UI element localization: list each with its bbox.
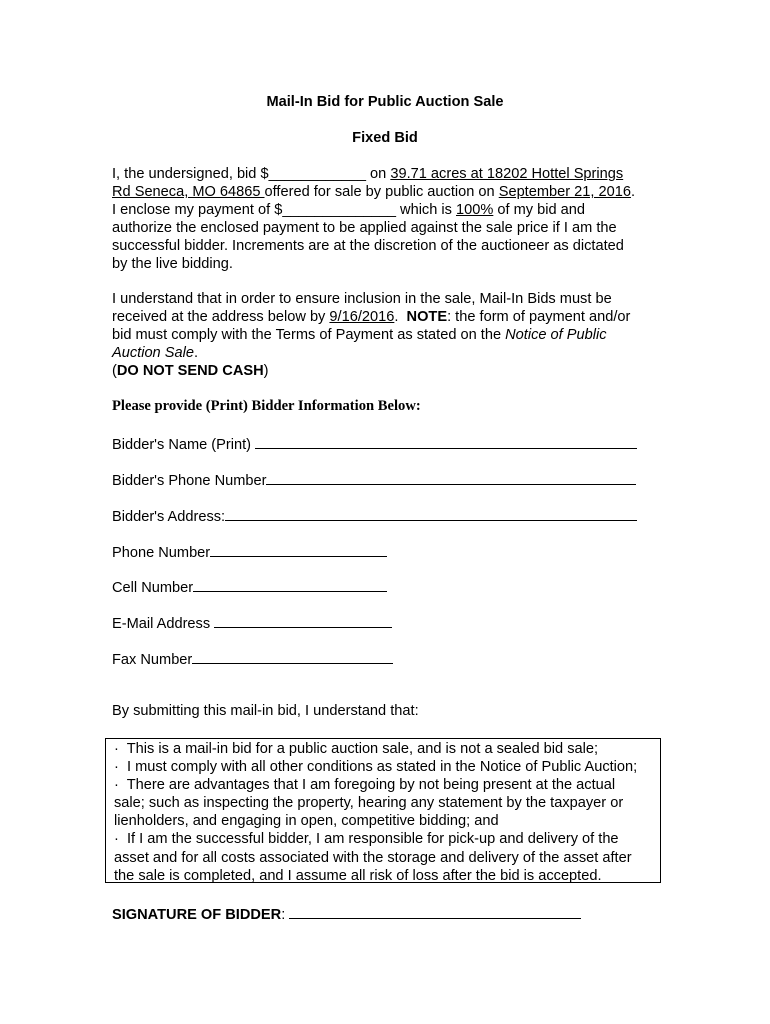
terms-line: asset and for all costs associated with the storage and delivery of the asset after — [114, 849, 632, 866]
bidder-name-row — [112, 434, 637, 453]
bid-text: on — [366, 166, 391, 182]
cell-number-field[interactable] — [193, 577, 387, 592]
notice-line-4 — [112, 344, 672, 362]
terms-line — [114, 758, 664, 776]
signature-label: SIGNATURE OF BIDDER — [112, 907, 282, 923]
terms-line: sale; such as inspecting the property, hearing any statement by the taxpayer or — [114, 795, 624, 812]
bid-paragraph — [112, 165, 672, 273]
cell-number-row — [112, 577, 387, 596]
terms-text: This is a mail-in bid for a public auction sale, and is not a sealed bid sale; — [118, 741, 599, 757]
property-description: Rd Seneca, MO 64865 — [112, 184, 265, 200]
notice-text: . — [394, 309, 407, 325]
bullet-icon: · — [114, 777, 119, 794]
notice-text: bid must comply with the Terms of Payment as stated on the — [112, 327, 506, 343]
fax-field[interactable] — [192, 649, 393, 664]
phone-number-row — [112, 542, 387, 561]
bid-text: of my bid and — [493, 202, 585, 218]
form-title: Mail-In Bid for Public Auction Sale — [266, 94, 504, 110]
bidder-address-field[interactable] — [225, 506, 637, 521]
auction-date: September 21, 2016 — [498, 184, 631, 200]
bidder-name-field[interactable] — [255, 434, 637, 449]
terms-line — [114, 830, 664, 848]
notice-text: : the form of payment and/or — [447, 309, 631, 325]
property-description: 39.71 acres at 18202 Hottel Springs — [390, 166, 624, 182]
bid-line-4: authorize the enclosed payment to be applied against the sale price if I am the — [112, 220, 617, 236]
bullet-icon: · — [114, 759, 119, 776]
notice-line-2 — [112, 308, 672, 326]
notice-text: received at the address below by — [112, 309, 330, 325]
bid-amount-blank[interactable]: ____________ — [268, 166, 366, 182]
bid-text: which is — [395, 202, 456, 218]
terms-text: If I am the successful bidder, I am responsible for pick-up and delivery of the — [118, 831, 619, 848]
signature-field[interactable] — [289, 904, 581, 919]
email-field[interactable] — [214, 613, 392, 628]
terms-text: I must comply with all other conditions as stated in the Notice of Public Auction; — [118, 759, 638, 776]
email-label: E-Mail Address — [112, 616, 215, 632]
bidder-address-label: Bidder's Address: — [112, 509, 226, 525]
bid-line-5: successful bidder. Increments are at the discretion of the auctioneer as dictated — [112, 238, 624, 254]
deadline-date: 9/16/2016 — [329, 309, 395, 325]
terms-list — [114, 740, 664, 885]
terms-line: the sale is completed, and I assume all risk of loss after the bid is accepted. — [114, 867, 602, 884]
note-label: NOTE — [406, 309, 448, 325]
terms-line: lienholders, and engaging in open, competitive bidding; and — [114, 813, 499, 830]
bid-line-2 — [112, 183, 672, 201]
notice-line-3 — [112, 326, 672, 344]
phone-number-label: Phone Number — [112, 545, 211, 561]
notice-line-1: I understand that in order to ensure inclusion in the sale, Mail-In Bids must be — [112, 291, 612, 307]
agreement-intro: By submitting this mail-in bid, I understand that: — [112, 703, 419, 719]
bid-line-1 — [112, 165, 672, 183]
phone-number-field[interactable] — [210, 542, 387, 557]
bullet-icon: · — [114, 741, 119, 757]
bid-text: offered for sale by public auction on — [264, 184, 499, 200]
bidder-address-row — [112, 506, 637, 525]
bid-text: . — [630, 184, 636, 200]
no-cash-text: DO NOT SEND CASH — [116, 363, 264, 379]
bullet-icon: · — [114, 831, 119, 848]
form-subtitle: Fixed Bid — [352, 130, 418, 146]
bidder-info-heading: Please provide (Print) Bidder Information Below: — [112, 398, 421, 414]
paren: ) — [263, 363, 269, 379]
terms-line — [114, 776, 664, 794]
bid-line-3 — [112, 201, 672, 219]
signature-row — [112, 904, 581, 923]
notice-paragraph — [112, 290, 672, 380]
bid-text: I enclose my payment of $ — [112, 202, 283, 218]
payment-percent: 100% — [456, 202, 494, 218]
notice-document-ref: Auction Sale — [112, 345, 194, 361]
cell-number-label: Cell Number — [112, 580, 194, 596]
notice-text: . — [193, 345, 199, 361]
bidder-phone-field[interactable] — [266, 470, 636, 485]
bid-line-6: by the live bidding. — [112, 256, 233, 272]
payment-amount-blank[interactable]: ______________ — [282, 202, 396, 218]
bidder-phone-label: Bidder's Phone Number — [112, 473, 267, 489]
fax-row — [112, 649, 393, 668]
email-row — [112, 613, 392, 632]
terms-line — [114, 740, 664, 758]
fax-label: Fax Number — [112, 652, 193, 668]
terms-text: There are advantages that I am foregoing by not being present at the actual — [118, 777, 616, 794]
signature-colon: : — [281, 907, 290, 923]
paren: ( — [112, 363, 117, 379]
bidder-name-label: Bidder's Name (Print) — [112, 437, 256, 453]
bid-text: I, the undersigned, bid $ — [112, 166, 269, 182]
bidder-phone-row — [112, 470, 636, 489]
no-cash-warning — [112, 362, 672, 380]
notice-document-ref: Notice of Public — [505, 327, 607, 343]
